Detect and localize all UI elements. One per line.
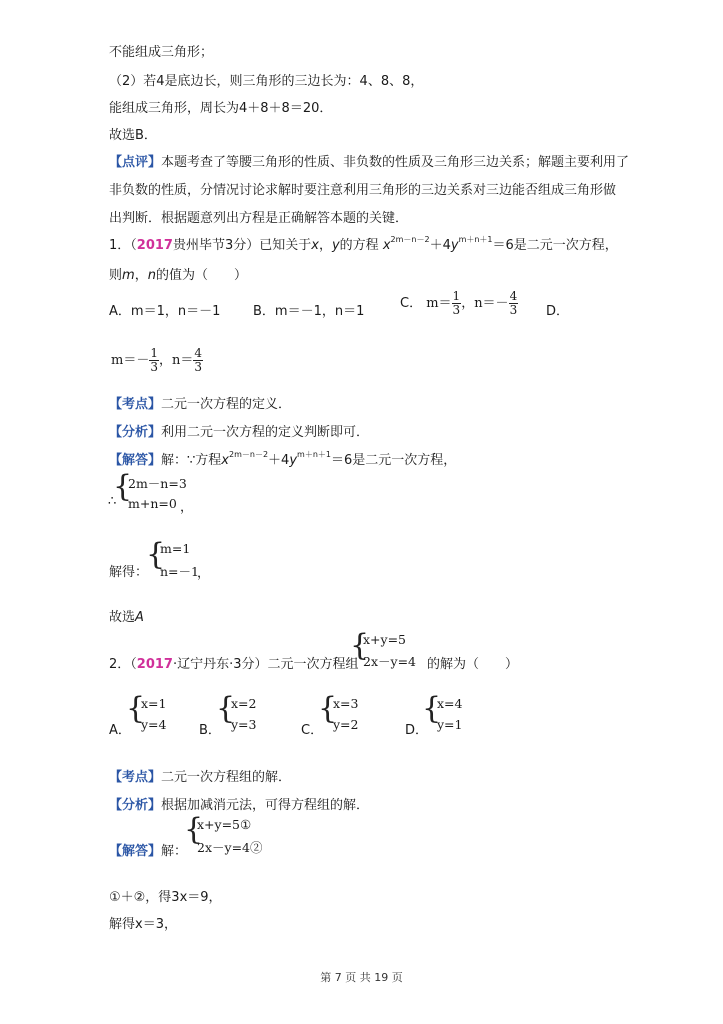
q1-text: 的方程 (339, 238, 379, 253)
eq-x: x (221, 453, 229, 468)
answer-choice: A (135, 610, 144, 625)
fenxi-tag: 【分析】 (109, 425, 162, 440)
var-x: x (311, 238, 319, 253)
q1-option-c (400, 290, 518, 317)
kaodian-text: 二元一次方程的定义． (161, 397, 292, 412)
q1-option-d-value (111, 347, 203, 374)
option-c-line: x=3 (333, 696, 359, 711)
option-b-line: x=2 (231, 696, 257, 711)
eq-rhs: ＝6是二元一次方程， (330, 453, 457, 468)
option-label: B． (199, 723, 221, 738)
option-text: ，n＝ (158, 353, 194, 368)
var-m: m (122, 268, 135, 283)
system-line: 2x－y=4② (197, 840, 263, 855)
fraction: $\frac{1}{3}$ (150, 346, 158, 374)
system-line: 2x－y=4 (363, 654, 416, 669)
fraction: $\frac{1}{3}$ (452, 289, 461, 317)
option-b-line: y=3 (231, 717, 257, 732)
jiede-label: 解得： (109, 565, 149, 580)
fenxi-tag: 【分析】 (109, 798, 162, 813)
q2-jieda (109, 840, 187, 859)
q1-option-b (253, 300, 364, 319)
q1-option-d (546, 300, 569, 319)
step-line: ①＋②，得3x＝9， (109, 890, 222, 905)
system-line: m=1 (160, 541, 191, 556)
eq-y-exponent: m＋n＋1 (458, 234, 493, 244)
option-label: B． (253, 304, 275, 319)
q1-text: 的值为（ ） (155, 268, 247, 283)
option-label: A． (109, 304, 131, 319)
q1-kaodian (109, 393, 291, 412)
q2-stem (109, 653, 359, 672)
q2-text: 的解为（ ） (427, 657, 519, 672)
option-d-line: x=4 (437, 696, 463, 711)
option-d-line: y=1 (437, 717, 463, 732)
system-line: 2m－n=3 (128, 476, 187, 491)
eq-y: y (289, 453, 298, 468)
kaodian-tag: 【考点】 (109, 770, 162, 785)
q1-option-a (109, 300, 220, 319)
brace: { (184, 812, 204, 847)
jieda-tag: 【解答】 (109, 453, 162, 468)
q1-source: 贵州毕节3分）已知关于 (172, 238, 312, 253)
comment-tag: 【点评】 (109, 155, 162, 170)
sep: ， (318, 238, 332, 253)
system-line: n=－1 (160, 564, 199, 579)
eq-x-exponent: 2m－n－2 (229, 449, 269, 459)
q1-answer (109, 606, 144, 625)
step-line: 解得x＝3， (109, 917, 177, 932)
page-footer: 第 7 页 共 19 页 (320, 971, 403, 984)
comment-paragraph (109, 151, 629, 170)
answer-text: 故选 (109, 610, 136, 625)
fraction: $\frac{4}{3}$ (194, 346, 202, 374)
q2-number: 2．（ (109, 657, 137, 672)
jieda-text: 解：∵方程 (161, 453, 222, 468)
kaodian-tag: 【考点】 (109, 397, 162, 412)
therefore-sign: ∴ (108, 494, 117, 509)
q2-kaodian (109, 766, 291, 785)
eq-plus: ＋4 (268, 453, 290, 468)
q2-year: 2017 (136, 657, 173, 672)
var-y: y (331, 238, 340, 253)
text-line: 不能组成三角形； (109, 45, 214, 60)
q1-year: 2017 (136, 238, 173, 253)
eq-plus: ＋4 (429, 238, 451, 253)
q2-fenxi (109, 794, 369, 813)
brace: { (216, 691, 236, 726)
option-c-line: y=2 (333, 717, 359, 732)
sep: ， (134, 268, 148, 283)
option-label: D． (405, 723, 429, 738)
option-text: m＝ (426, 296, 452, 311)
fenxi-text: 利用二元一次方程的定义判断即可． (161, 425, 370, 440)
jieda-text: 解： (161, 844, 188, 859)
fenxi-text: 根据加减消元法，可得方程组的解． (161, 798, 370, 813)
brace: { (350, 628, 370, 663)
q1-text: 则 (109, 268, 123, 283)
brace: { (318, 691, 338, 726)
text-line: 出判断．根据题意列出方程是正确解答本题的关键． (109, 211, 409, 226)
option-label: C． (301, 723, 324, 738)
option-a-line: x=1 (141, 696, 167, 711)
text-line: 能组成三角形，周长为4＋8＋8＝20． (109, 101, 333, 116)
comment-text: 本题考查了等腰三角形的性质、非负数的性质及三角形三边关系；解题主要利用了 (161, 155, 630, 170)
eq-y: y (450, 238, 459, 253)
eq-x: x (382, 238, 391, 253)
eq-y-exponent: m＋n＋1 (297, 449, 331, 459)
text-line: 故选B． (109, 128, 157, 143)
option-a-line: y=4 (141, 717, 167, 732)
jieda-tag: 【解答】 (109, 844, 162, 859)
option-text: m＝－1，n＝1 (274, 304, 365, 319)
system-line: x+y=5 (363, 632, 407, 647)
var-n: n (147, 268, 156, 283)
sep: ， (197, 566, 211, 581)
brace: { (126, 691, 146, 726)
fraction: $\frac{4}{3}$ (509, 289, 518, 317)
brace: { (146, 537, 166, 572)
text-line: （2）若4是底边长，则三角形的三边长为：4、8、8， (109, 74, 424, 89)
sep: ， (180, 500, 194, 515)
option-text: m＝－ (111, 353, 150, 368)
system-line: x+y=5① (197, 817, 252, 832)
text-line: 非负数的性质，分情况讨论求解时要注意利用三角形的三边关系对三边能否组成三角形做 (109, 183, 617, 198)
eq-rhs: ＝6是二元一次方程， (492, 238, 618, 253)
option-label: A． (109, 723, 131, 738)
q1-stem-line2 (109, 264, 247, 283)
system-line: m+n=0 (128, 496, 177, 511)
q1-number: 1．（ (109, 238, 137, 253)
option-text: m＝1，n＝－1 (130, 304, 221, 319)
option-text: ，n＝－ (461, 296, 509, 311)
option-label: D． (546, 304, 570, 319)
q2-source: ·辽宁丹东·3分）二元一次方程组 (172, 657, 359, 672)
brace: { (113, 469, 133, 504)
option-label: C． (400, 296, 423, 311)
q1-fenxi (109, 421, 369, 440)
eq-x-exponent: 2m－n－2 (390, 234, 430, 244)
q1-stem (109, 234, 618, 253)
brace: { (422, 691, 442, 726)
kaodian-text: 二元一次方程组的解． (161, 770, 292, 785)
q1-jieda (109, 449, 456, 468)
